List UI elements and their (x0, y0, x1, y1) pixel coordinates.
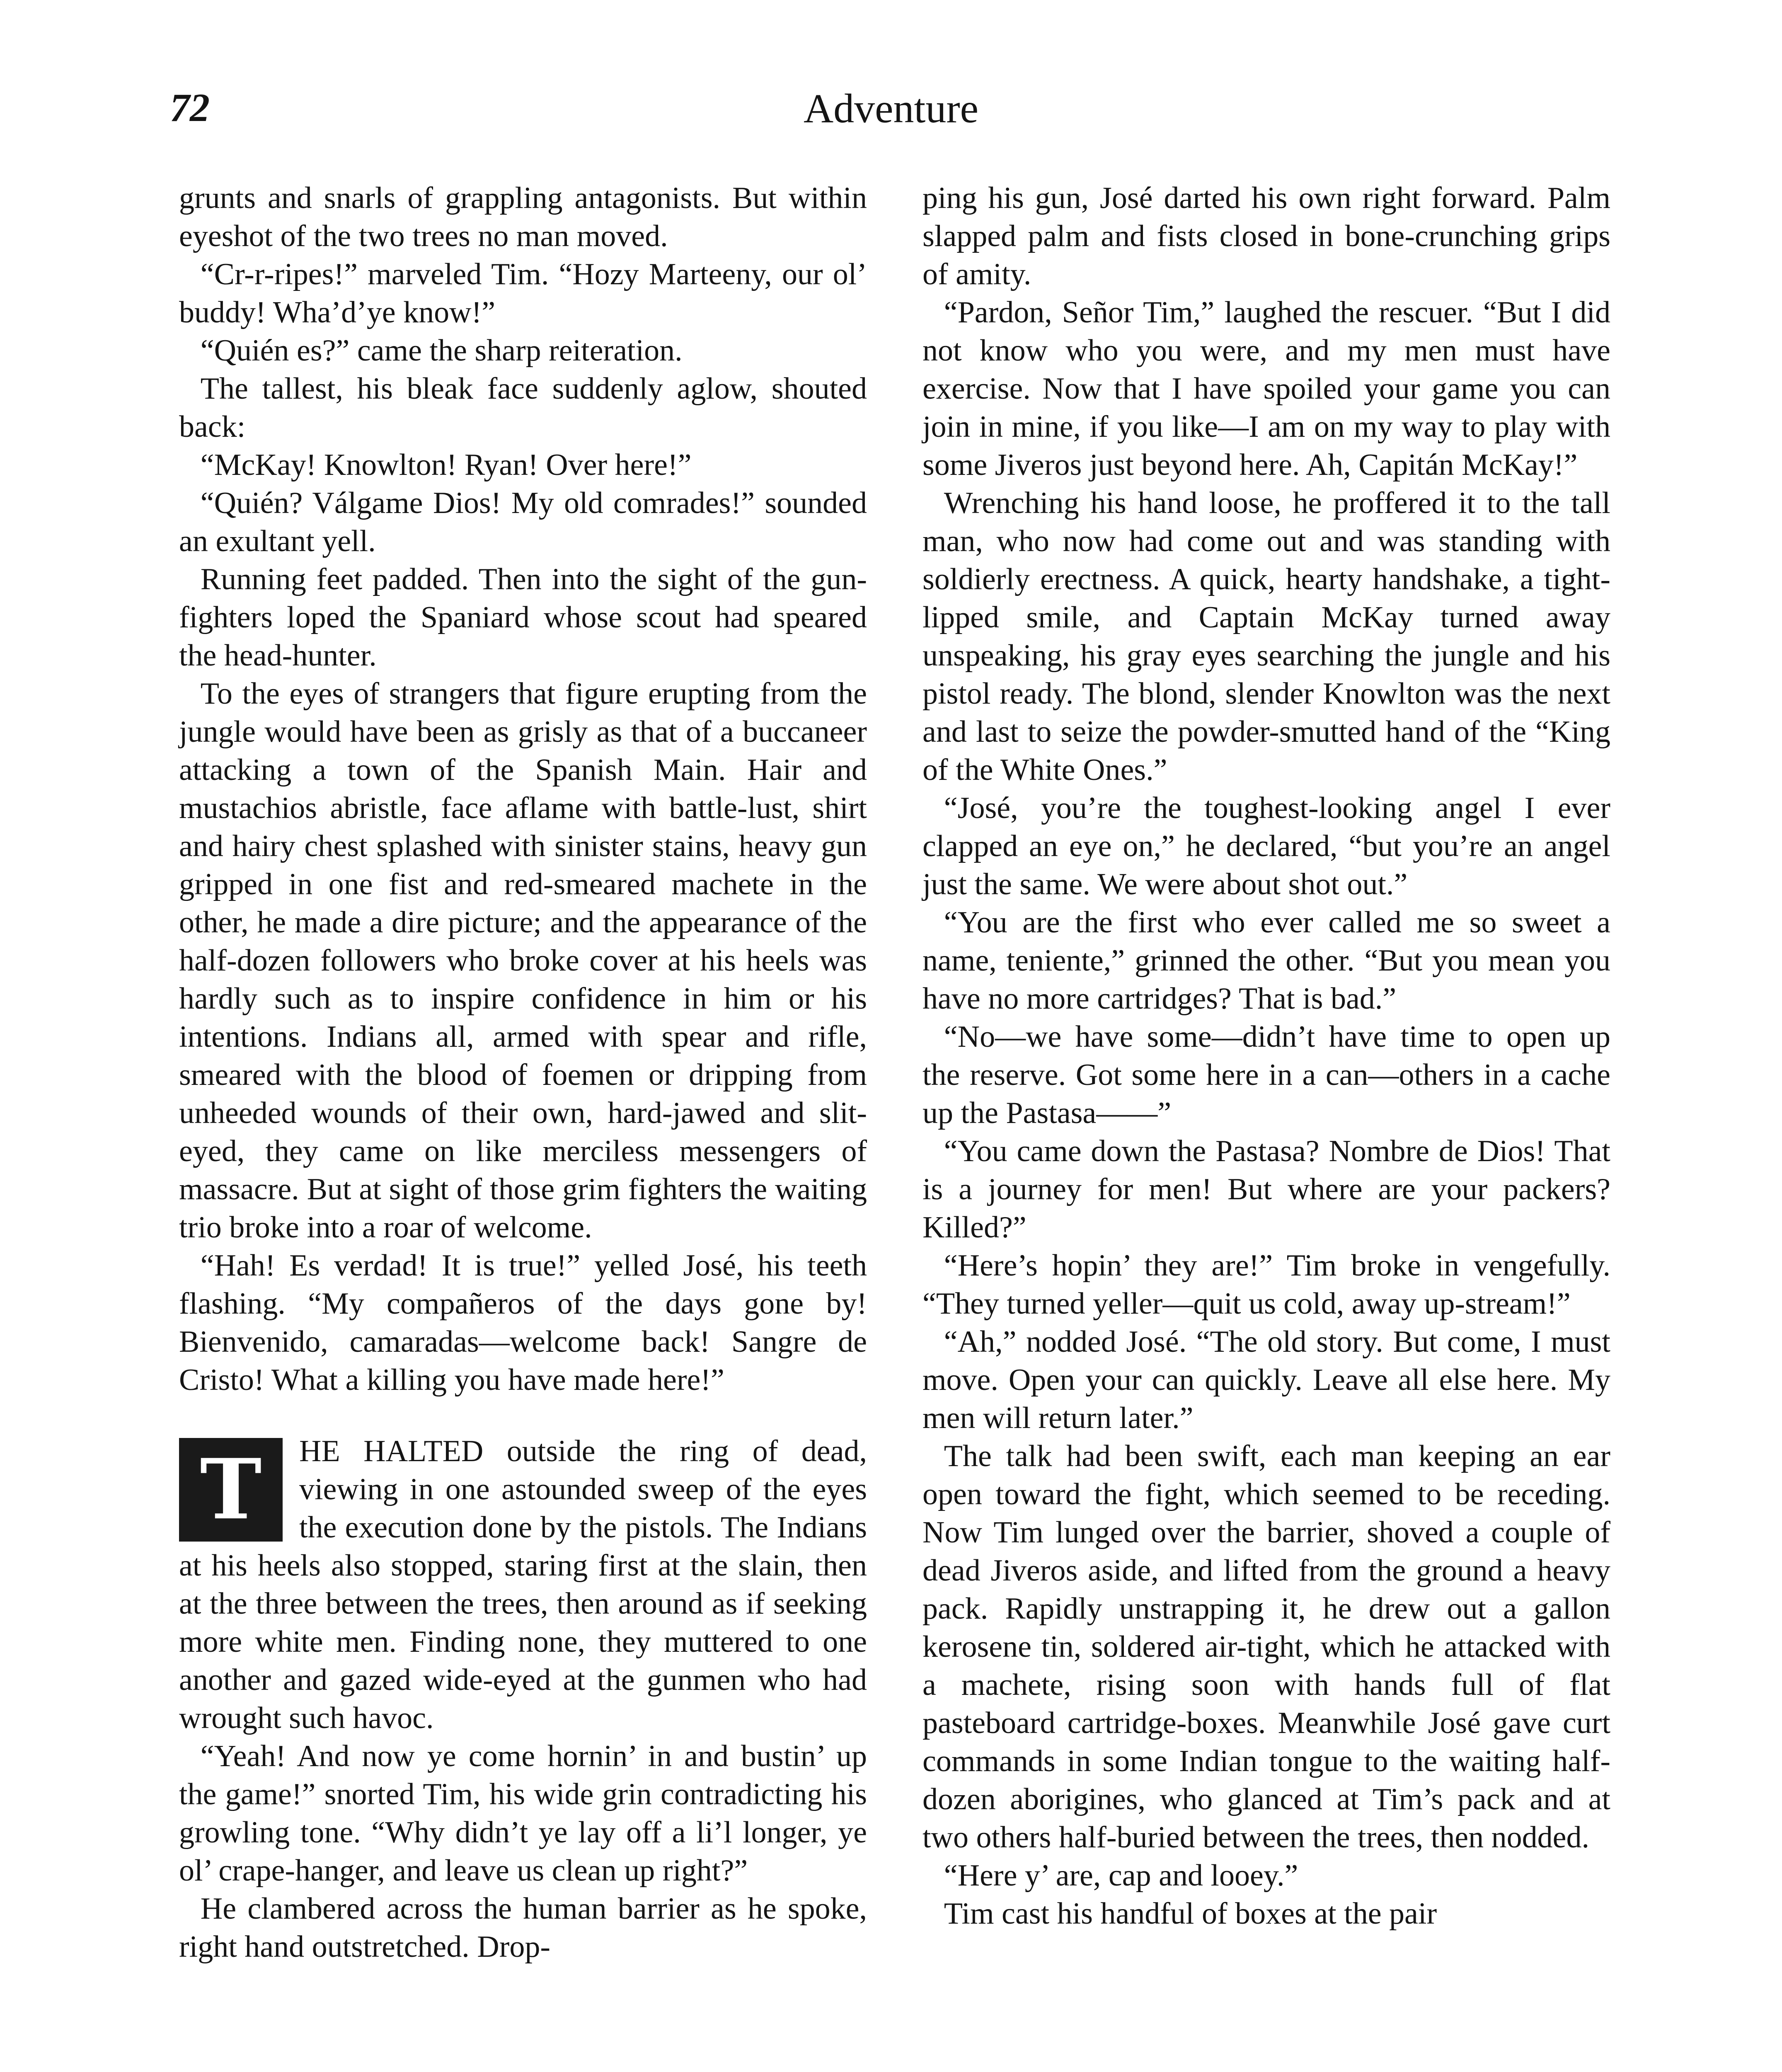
paragraph: Tim cast his handful of boxes at the pair (944, 1897, 1437, 1931)
paragraph: “You came down the Pastasa? Nombre de Dios! That is a journey for men! But where are your packers? Killed?” (922, 1134, 1610, 1244)
section-break-paragraph (179, 1432, 867, 1737)
paragraph: “Here y’ are, cap and looey.” (944, 1859, 1298, 1893)
paragraph: “No—we have some—didn’t have time to open up the reserve. Got some here in a can—others in a cache up the Pastasa——” (922, 1020, 1610, 1130)
paragraph: “Here’s hopin’ they are!” Tim broke in vengefully. “They turned yeller—quit us cold, away up-stream!” (922, 1249, 1610, 1321)
paragraph: “Yeah! And now ye come hornin’ in and bustin’ up the game!” snorted Tim, his wide grin contradicting his growling tone. “Why didn’t ye lay off a li’l longer, ye ol’ crape-hanger, and leave us clean up right?” (179, 1739, 867, 1888)
left-column (179, 179, 867, 2072)
paragraph: The tallest, his bleak face suddenly aglow, shouted back: (179, 372, 867, 444)
paragraph: To the eyes of strangers that figure erupting from the jungle would have been as grisly as that of a buccaneer attacking a town of the Spanish Main. Hair and mustachios abristle, face aflame with battle-lust, shirt and hairy chest splashed with sinister stains, heavy gun gripped in one fist and red-smeared machete in the other, he made a dire picture; and the appearance of the half-dozen followers who broke cover at his heels was hardly such as to inspire confidence in him or his intentions. Indians all, armed with spear and rifle, smeared with the blood of foemen or dripping from unheeded wounds of their own, hard-jawed and slit-eyed, they came on like merciless messengers of massacre. But at sight of those grim fighters the waiting trio broke into a roar of welcome. (179, 677, 867, 1244)
right-column (922, 179, 1610, 2072)
paragraph: “Quién? Válgame Dios! My old comrades!” sounded an exultant yell. (179, 486, 867, 558)
paragraph: He clambered across the human barrier as he spoke, right hand outstretched. Drop- (179, 1892, 867, 1964)
paragraph: The talk had been swift, each man keeping an ear open toward the fight, which seemed to be receding. Now Tim lunged over the barrier, shoved a couple of dead Jiveros aside, and lifted from the ground a heavy pack. Rapidly unstrapping it, he drew out a gallon kerosene tin, soldered air-tight, which he attacked with a machete, rising soon with hands full of flat pasteboard cartridge-boxes. Meanwhile José gave curt commands in some Indian tongue to the waiting half-dozen aborigines, who glanced at Tim’s pack and at two others half-buried between the trees, then nodded. (922, 1439, 1610, 1854)
paragraph: “Ah,” nodded José. “The old story. But come, I must move. Open your can quickly. Leave all else here. My men will return later.” (922, 1325, 1610, 1435)
paragraph: “Cr-r-ripes!” marveled Tim. “Hozy Marteeny, our ol’ buddy! Wha’d’ye know!” (179, 257, 867, 329)
paragraph: “Pardon, Señor Tim,” laughed the rescuer. “But I did not know who you were, and my men must have exercise. Now that I have spoiled your game you can join in mine, if you like—I am on my way to play with some Jiveros just beyond here. Ah, Capitán McKay!” (922, 295, 1610, 482)
section-lead-caps: HE HALTED (299, 1434, 484, 1468)
section-paragraph-text: outside the ring of dead, viewing in one astounded sweep of the eyes the execution done by the pistols. The Indians at his heels also stopped, staring first at the slain, then at the three between the trees, then around as if seeking more white men. Finding none, they muttered to one another and gazed wide-eyed at the gunmen who had wrought such havoc. (179, 1434, 867, 1735)
paragraph: Running feet padded. Then into the sight of the gun-fighters loped the Spaniard whose scout had speared the head-hunter. (179, 562, 867, 673)
paragraph: “Quién es?” came the sharp reiteration. (200, 334, 683, 368)
running-head-title: Adventure (803, 85, 979, 131)
paragraph: ping his gun, José darted his own right forward. Palm slapped palm and fists closed in bone-crunching grips of amity. (922, 181, 1610, 291)
paragraph: “Hah! Es verdad! It is true!” yelled José, his teeth flashing. “My compañeros of the days gone by! Bienvenido, camaradas—welcome back! Sangre de Cristo! What a killing you have made here!” (179, 1249, 867, 1397)
paragraph: “You are the first who ever called me so sweet a name, teniente,” grinned the other. “But you mean you have no more cartridges? That is bad.” (922, 905, 1610, 1016)
paragraph: Wrenching his hand loose, he proffered it to the tall man, who now had come out and was standing with soldierly erectness. A quick, hearty handshake, a tight-lipped smile, and Captain McKay turned away unspeaking, his gray eyes searching the jungle and his pistol ready. The blond, slender Knowlton was the next and last to seize the powder-smutted hand of the “King of the White Ones.” (922, 486, 1610, 787)
dropcap-letter: T (179, 1438, 283, 1542)
page-number: 72 (170, 85, 210, 130)
paragraph: “José, you’re the toughest-looking angel I ever clapped an eye on,” he declared, “but you’re an angel just the same. We were about shot out.” (922, 791, 1610, 901)
paragraph: “McKay! Knowlton! Ryan! Over here!” (200, 448, 692, 482)
paragraph: grunts and snarls of grappling antagonists. But within eyeshot of the two trees no man moved. (179, 181, 867, 253)
